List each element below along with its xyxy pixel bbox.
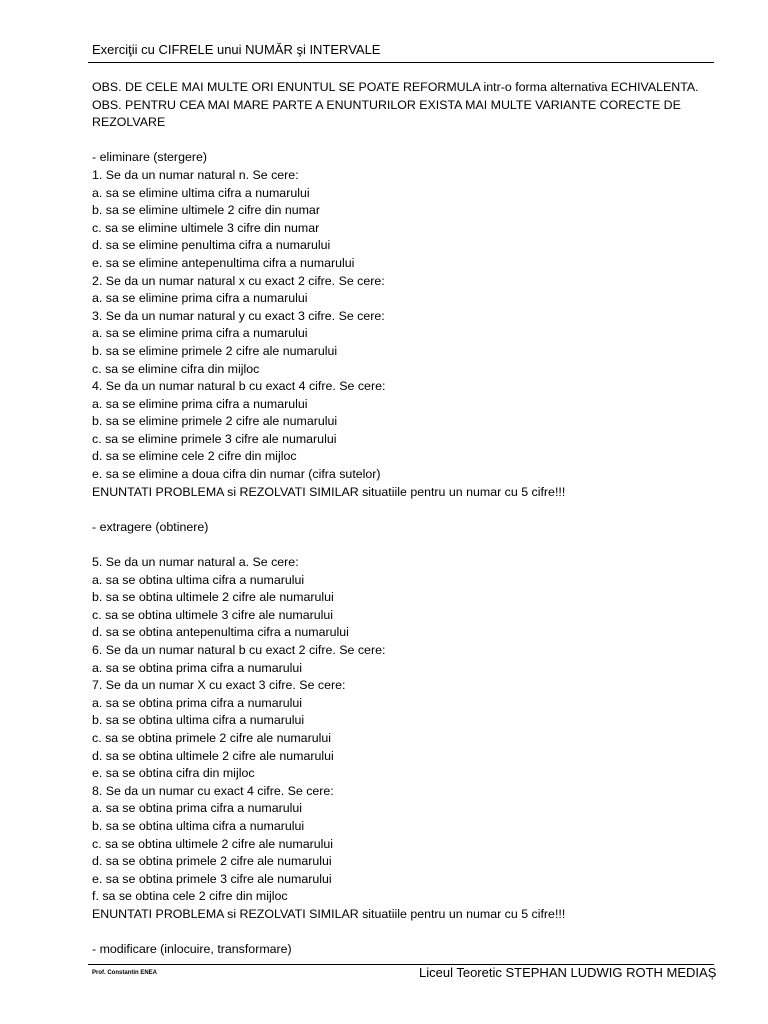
text-line: 4. Se da un numar natural b cu exact 4 cifre. Se cere:	[92, 379, 386, 394]
blank-line	[92, 924, 712, 942]
blank-line	[92, 536, 712, 554]
text-line: c. sa se obtina primele 2 cifre ale numarului	[92, 730, 331, 745]
text-line: c. sa se obtina ultimele 2 cifre ale numarului	[92, 836, 334, 851]
page-header-title: Exerciţii cu CIFRELE unui NUMĂR şi INTERVALE	[92, 42, 381, 57]
text-line: b. sa se elimine primele 2 cifre ale numarului	[92, 414, 338, 429]
text-line: c. sa se elimine ultimele 3 cifre din numar	[92, 220, 320, 235]
text-line: - modificare (inlocuire, transformare)	[92, 942, 292, 957]
text-line: OBS. PENTRU CEA MAI MARE PARTE A ENUNTURILOR EXISTA MAI MULTE VARIANTE CORECTE DE	[92, 97, 681, 112]
text-line: e. sa se elimine a doua cifra din numar (cifra sutelor)	[92, 467, 381, 482]
text-line: d. sa se obtina primele 2 cifre ale numarului	[92, 854, 332, 869]
document-body	[92, 79, 712, 959]
text-line: 6. Se da un numar natural b cu exact 2 cifre. Se cere:	[92, 643, 386, 657]
text-line: d. sa se obtina ultimele 2 cifre ale numarului	[92, 748, 334, 763]
header-divider	[88, 62, 714, 63]
text-line: c. sa se elimine cifra din mijloc	[92, 361, 260, 376]
text-line: 2. Se da un numar natural x cu exact 2 cifre. Se cere:	[92, 273, 385, 288]
text-line: ENUNTATI PROBLEMA si REZOLVATI SIMILAR situatiile pentru un numar cu 5 cifre!!!	[92, 906, 566, 921]
text-line: OBS. DE CELE MAI MULTE ORI ENUNTUL SE POATE REFORMULA intr-o forma alternativa ECHIVALENTA.	[92, 80, 699, 94]
text-line: - extragere (obtinere)	[92, 519, 209, 534]
text-line: 1. Se da un numar natural n. Se cere:	[92, 167, 299, 182]
blank-line	[92, 132, 712, 150]
text-line: c. sa se obtina ultimele 3 cifre ale numarului	[92, 607, 334, 622]
text-line: a. sa se elimine prima cifra a numarului	[92, 396, 308, 411]
text-line: a. sa se obtina ultima cifra a numarului	[92, 572, 305, 587]
footer-school-name: Liceul Teoretic STEPHAN LUDWIG ROTH MEDIAȘ	[419, 965, 717, 980]
text-line: c. sa se elimine primele 3 cifre ale numarului	[92, 431, 337, 446]
text-line: a. sa se elimine prima cifra a numarului	[92, 326, 308, 341]
text-line: 8. Se da un numar cu exact 4 cifre. Se cere:	[92, 783, 334, 798]
text-line: d. sa se elimine cele 2 cifre din mijloc	[92, 449, 297, 464]
text-line: e. sa se obtina cifra din mijloc	[92, 766, 255, 781]
text-line: b. sa se obtina ultima cifra a numarului	[92, 713, 305, 728]
text-line: a. sa se elimine prima cifra a numarului	[92, 291, 308, 306]
text-line: a. sa se elimine ultima cifra a numarului	[92, 185, 310, 200]
text-line: d. sa se obtina antepenultima cifra a numarului	[92, 625, 349, 640]
text-line: b. sa se elimine primele 2 cifre ale numarului	[92, 343, 338, 358]
text-line: d. sa se elimine penultima cifra a numarului	[92, 238, 331, 253]
text-line: b. sa se elimine ultimele 2 cifre din numar	[92, 203, 320, 218]
text-line: REZOLVARE	[92, 115, 166, 130]
text-line: ENUNTATI PROBLEMA si REZOLVATI SIMILAR situatiile pentru un numar cu 5 cifre!!!	[92, 484, 566, 499]
text-line: a. sa se obtina prima cifra a numarului	[92, 695, 303, 710]
text-line: 5. Se da un numar natural a. Se cere:	[92, 555, 299, 570]
blank-line	[92, 501, 712, 519]
text-line: a. sa se obtina prima cifra a numarului	[92, 660, 303, 675]
text-line: - eliminare (stergere)	[92, 150, 207, 165]
text-line: b. sa se obtina ultimele 2 cifre ale numarului	[92, 590, 334, 605]
text-line: e. sa se elimine antepenultima cifra a numarului	[92, 255, 355, 270]
text-line: e. sa se obtina primele 3 cifre ale numarului	[92, 871, 332, 886]
text-line: 7. Se da un numar X cu exact 3 cifre. Se cere:	[92, 678, 346, 693]
text-line: a. sa se obtina prima cifra a numarului	[92, 801, 303, 816]
text-line: b. sa se obtina ultima cifra a numarului	[92, 818, 305, 833]
footer-author: Prof. Constantin ENEA	[92, 970, 158, 976]
text-line: 3. Se da un numar natural y cu exact 3 cifre. Se cere:	[92, 308, 385, 323]
text-line: f. sa se obtina cele 2 cifre din mijloc	[92, 889, 288, 904]
